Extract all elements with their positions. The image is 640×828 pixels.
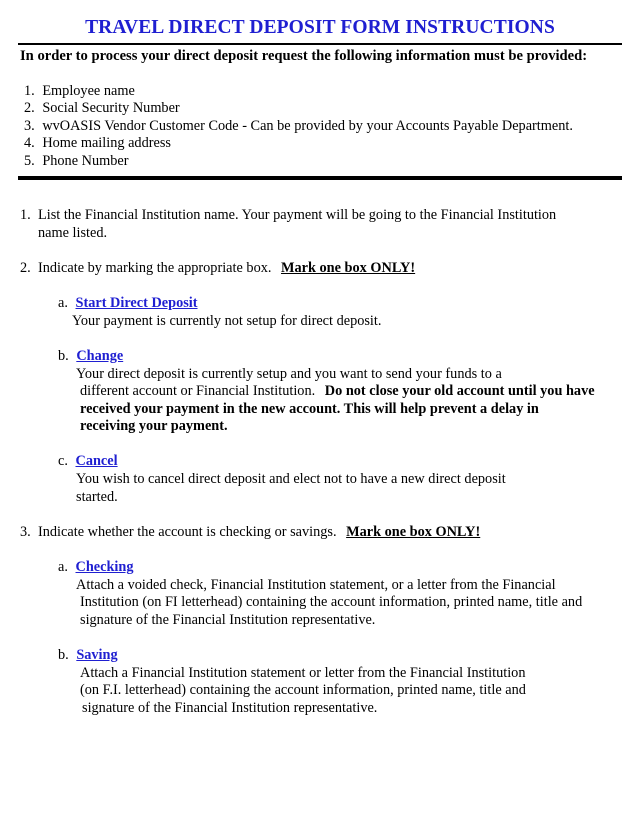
step-instruction: Indicate by marking the appropriate box.: [38, 260, 272, 276]
list-item-number: 4.: [24, 135, 35, 151]
cancel-link[interactable]: Cancel: [75, 453, 118, 469]
step-text: [38, 524, 480, 541]
step-number: 2.: [20, 260, 31, 276]
option-cancel: [58, 453, 118, 470]
change-link[interactable]: Change: [76, 348, 124, 364]
checking-link[interactable]: Checking: [75, 559, 134, 575]
list-item-text: Employee name: [42, 83, 135, 99]
list-item: [24, 118, 573, 135]
step-number: 3.: [20, 524, 31, 540]
option-description: [80, 383, 595, 400]
list-item: [24, 153, 128, 170]
option-description: Attach a voided check, Financial Institution statement, or a letter from the Financial: [76, 577, 556, 593]
divider-top: [18, 43, 622, 45]
option-saving: [58, 647, 118, 664]
option-warning: receiving your payment.: [80, 418, 228, 434]
step-emphasis: Mark one box ONLY!: [281, 260, 416, 276]
option-letter: b.: [58, 348, 69, 364]
option-letter: a.: [58, 559, 68, 575]
start-direct-deposit-link[interactable]: Start Direct Deposit: [75, 295, 198, 311]
option-description: Institution (on FI letterhead) containing the account information, printed name, title and: [80, 594, 583, 610]
list-item-number: 1.: [24, 83, 35, 99]
saving-link[interactable]: Saving: [76, 647, 118, 663]
page-title: TRAVEL DIRECT DEPOSIT FORM INSTRUCTIONS: [85, 17, 555, 38]
step-text: [38, 260, 415, 277]
option-description: signature of the Financial Institution representative.: [82, 700, 378, 716]
option-text: different account or Financial Institution.: [80, 383, 316, 399]
divider-bottom: [18, 176, 622, 180]
step-instruction: Indicate whether the account is checking or savings.: [38, 524, 337, 540]
list-item-text: wvOASIS Vendor Customer Code - Can be provided by your Accounts Payable Department.: [42, 118, 573, 134]
list-item: [24, 100, 180, 117]
option-description: Your direct deposit is currently setup and you want to send your funds to a: [76, 366, 502, 382]
option-letter: a.: [58, 295, 68, 311]
option-description: Attach a Financial Institution statement or letter from the Financial Institution: [80, 665, 526, 681]
option-warning: received your payment in the new account. This will help prevent a delay in: [80, 401, 539, 417]
option-description: You wish to cancel direct deposit and elect not to have a new direct deposit: [76, 471, 506, 487]
list-item: [24, 135, 171, 152]
step-number: 1.: [20, 207, 31, 223]
list-item-text: Phone Number: [42, 153, 129, 169]
step-emphasis: Mark one box ONLY!: [346, 524, 481, 540]
option-description: signature of the Financial Institution representative.: [80, 612, 376, 628]
list-item: [24, 83, 135, 100]
intro-text: In order to process your direct deposit request the following information must be provided:: [20, 48, 588, 64]
option-change: [58, 348, 123, 365]
step-text: name listed.: [38, 225, 108, 241]
step-text: List the Financial Institution name. Your payment will be going to the Financial Institution: [38, 207, 557, 223]
option-checking: [58, 559, 134, 576]
list-item-number: 3.: [24, 118, 35, 134]
list-item-number: 5.: [24, 153, 35, 169]
option-warning: Do not close your old account until you have: [324, 383, 595, 399]
option-description: (on F.I. letterhead) containing the account information, printed name, title and: [80, 682, 526, 698]
list-item-number: 2.: [24, 100, 35, 116]
list-item-text: Social Security Number: [42, 100, 180, 116]
option-letter: c.: [58, 453, 68, 469]
option-description: Your payment is currently not setup for direct deposit.: [72, 313, 382, 329]
option-start-direct-deposit: [58, 295, 198, 312]
list-item-text: Home mailing address: [42, 135, 171, 151]
option-description: started.: [76, 489, 118, 505]
option-letter: b.: [58, 647, 69, 663]
